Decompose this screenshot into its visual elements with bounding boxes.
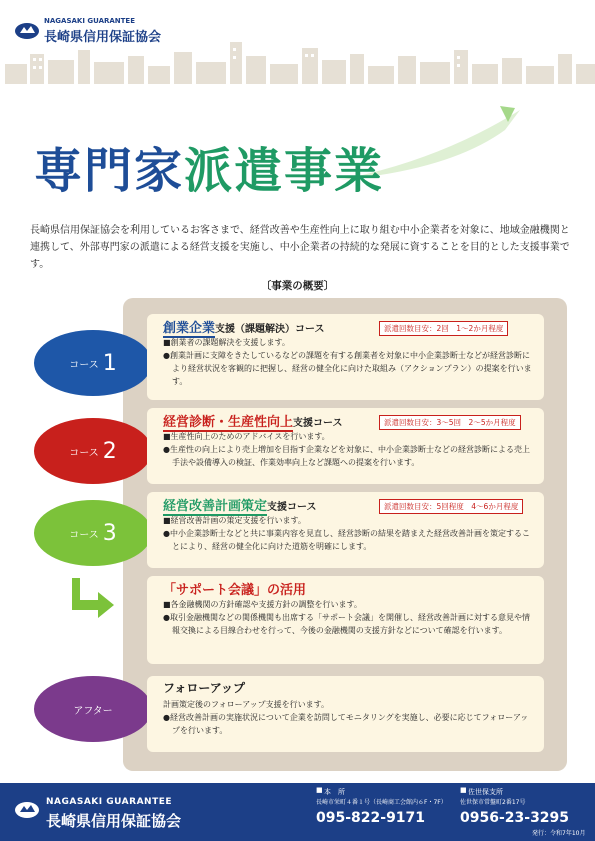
support-title: 「サポート会議」の活用 xyxy=(163,583,307,598)
course-1-title-main: 創業企業 xyxy=(163,321,216,336)
summary-label: 〔事業の概要〕 xyxy=(260,280,335,292)
office1-label: 本 所 xyxy=(324,788,345,796)
support-line1: ■各金融機関の方針確認や支援方針の調整を行います。 xyxy=(163,600,362,609)
page-title-part2: 派遣事業 xyxy=(184,143,385,199)
course-3-ellipse-number: 3 xyxy=(102,520,117,546)
office2-address: 佐世保市常盤町2番17号 xyxy=(460,799,526,806)
page-title xyxy=(34,132,384,201)
footer-org-ja: 長崎県信用保証協会 xyxy=(46,812,182,830)
course-3-badge: 派遣回数目安：5回程度 4〜6か月程度 xyxy=(379,499,523,514)
course-1-ellipse-number: 1 xyxy=(102,350,117,376)
header-org-ja: 長崎県信用保証協会 xyxy=(44,30,162,45)
course-1-ellipse xyxy=(34,330,152,396)
course-2-badge: 派遣回数目安：3〜5回 2〜5か月程度 xyxy=(379,415,521,430)
support-body xyxy=(163,598,533,637)
course-2-ellipse-number: 2 xyxy=(102,438,117,464)
footer xyxy=(0,783,595,841)
course-1-ellipse-label: コース xyxy=(69,359,99,371)
course-1-badge: 派遣回数目安：2回 1〜2か月程度 xyxy=(379,321,508,336)
header-org-en: NAGASAKI GUARANTEE xyxy=(44,17,135,25)
office2-label: 佐世保支所 xyxy=(468,788,503,796)
course-3-body xyxy=(163,514,533,553)
support-line2: ●取引金融機関などの関係機関も出席する「サポート会議」を開催し、経営改善計画に対する意見や情報交換による目線合わせを行って、今後の金融機関の支援方針などについて確認を行います。 xyxy=(163,613,530,635)
course-1-body xyxy=(163,336,533,388)
after-ellipse xyxy=(34,676,152,742)
course-1-line2: ●創業計画に支障をきたしているなどの課題を有する創業者を対象に中小企業診断士などが経営診断により経営状況を客観的に把握し、経営の健全化に向けた取組み（アクションプラン）の提案を行います。 xyxy=(163,351,532,386)
footer-logo-icon xyxy=(14,801,40,819)
course-3-line2: ●中小企業診断士などと共に事業内容を見直し、経営診断の結果を踏まえた経営改善計画を策定することにより、経営の健全化に向けた道筋を明確にします。 xyxy=(163,529,530,551)
course-2-line2: ●生産性の向上により売上増加を目指す企業などを対象に、中小企業診断士などの経営診断による売上手法や設備導入の検証、作業効率向上など課題への提案を行います。 xyxy=(163,445,530,467)
course-1-title-suffix: 支援（課題解決）コース xyxy=(215,324,325,335)
course-1-line1: ■創業者の課題解決を支援します。 xyxy=(163,338,290,347)
after-card xyxy=(147,676,544,752)
course-3-card xyxy=(147,492,544,568)
course-3-line1: ■経営改善計画の策定支援を行います。 xyxy=(163,516,306,525)
city-skyline-illustration xyxy=(0,36,595,84)
phone-icon: ■ xyxy=(460,786,467,794)
after-body xyxy=(163,698,533,737)
course-3-title-suffix: 支援コース xyxy=(267,502,317,513)
after-line2: ●経営改善計画の実施状況について企業を訪問してモニタリングを実施し、必要に応じてフォローアップを行います。 xyxy=(163,713,529,735)
course-2-title-main: 経営診断・生産性向上 xyxy=(163,415,294,430)
course-2-card xyxy=(147,408,544,484)
course-2-ellipse-label: コース xyxy=(69,447,99,459)
page-title-part1: 専門家 xyxy=(34,143,185,199)
course-3-title xyxy=(163,495,317,514)
course-2-ellipse xyxy=(34,418,152,484)
office1-phone: 095-822-9171 xyxy=(316,810,426,826)
course-3-title-main: 経営改善計画策定 xyxy=(163,499,268,514)
intro-text: 長崎県信用保証協会を利用しているお客さまで、経営改善や生産性向上に取り組む中小企業者を対象に、地域金融機関と連携して、外部専門家の派遣による経営支援を実施し、中小企業者の持続的な発展に資することを目的とした支援事業です。 xyxy=(30,225,570,270)
office2-phone: 0956-23-3295 xyxy=(460,810,570,826)
after-line1: 計画策定後のフォローアップ支援を行います。 xyxy=(163,700,329,709)
course-1-card xyxy=(147,314,544,400)
support-card xyxy=(147,576,544,664)
arrow-right-icon xyxy=(68,578,118,618)
office1-address: 長崎市栄町４番１号（長崎商工会館内６F・7F） xyxy=(316,799,447,806)
course-2-title xyxy=(163,411,343,430)
course-3-ellipse-label: コース xyxy=(69,529,99,541)
course-2-body xyxy=(163,430,533,469)
issued-date: 発行：令和7年10月 xyxy=(532,830,586,837)
course-2-title-suffix: 支援コース xyxy=(293,418,343,429)
course-1-title xyxy=(163,317,325,336)
phone-icon: ■ xyxy=(316,786,323,794)
footer-org-en: NAGASAKI GUARANTEE xyxy=(46,797,172,807)
course-3-ellipse xyxy=(34,500,152,566)
course-2-line1: ■生産性向上のためのアドバイスを行います。 xyxy=(163,432,330,441)
after-title: フォローアップ xyxy=(163,681,245,695)
after-ellipse-label: アフター xyxy=(73,705,113,717)
